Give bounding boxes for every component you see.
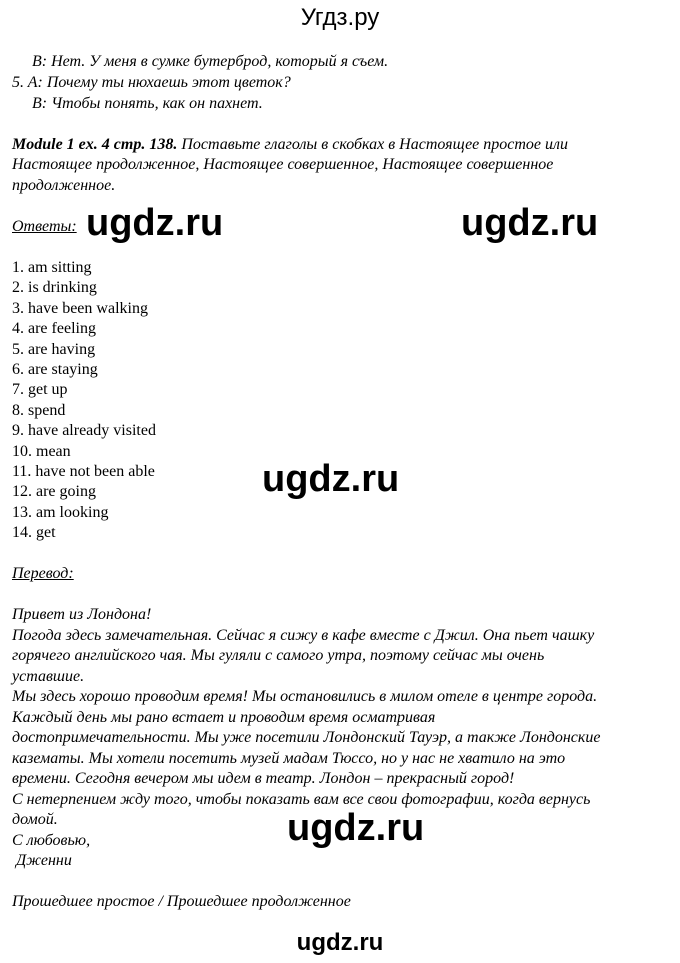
translation-line: казематы. Мы хотели посетить музей мадам Тюссо, но у нас не хватило на это (12, 750, 566, 767)
translation-line: времени. Сегодня вечером мы идем в театр. Лондон – прекрасный город! (12, 770, 515, 787)
answer-item: 13. am looking (12, 503, 109, 521)
answer-item: 8. spend (12, 401, 66, 419)
translation-line: Погода здесь замечательная. Сейчас я сижу в кафе вместе с Джил. Она пьет чашку (12, 627, 595, 644)
watermark: ugdz.ru (86, 202, 224, 244)
translation-line: Дженни (12, 852, 72, 869)
answer-item: 9. have already visited (12, 422, 156, 440)
answer-item: 12. are going (12, 483, 96, 501)
answer-item: 1. am sitting (12, 259, 92, 276)
answers-label: Ответы: (12, 218, 77, 235)
answer-item: 7. get up (12, 381, 68, 399)
answer-item: 11. have not been able (12, 463, 155, 480)
answer-item: 10. mean (12, 442, 71, 460)
answer-item: 14. get (12, 524, 56, 542)
answer-item: 4. are feeling (12, 320, 96, 338)
translation-label: Перевод: (12, 565, 74, 582)
dialogue-line: B: Нет. У меня в сумке бутерброд, который я съем. (32, 53, 389, 70)
translation-line: Привет из Лондона! (12, 606, 152, 623)
watermark: ugdz.ru (287, 807, 425, 849)
watermark: ugdz.ru (461, 202, 599, 244)
translation-line: Каждый день мы рано встает и проводим время осматривая (12, 709, 436, 726)
next-section-title: Прошедшее простое / Прошедшее продолженное (12, 893, 351, 910)
translation-line: горячего английского чая. Мы гуляли с самого утра, поэтому сейчас мы очень (12, 647, 545, 664)
dialogue-line: 5. A: Почему ты нюхаешь этот цветок? (12, 74, 291, 91)
task-line-2: Настоящее продолженное, Настоящее совершенное, Настоящее совершенное (12, 156, 554, 173)
answer-item: 2. is drinking (12, 279, 97, 297)
dialogue-line: B: Чтобы понять, как он пахнет. (32, 95, 263, 112)
translation-line: С любовью, (12, 832, 91, 849)
task-text: Поставьте глаголы в скобках в Настоящее простое или (181, 136, 569, 153)
answer-item: 3. have been walking (12, 299, 148, 317)
translation-line: домой. (12, 811, 58, 828)
translation-line: С нетерпением жду того, чтобы показать вам все свои фотографии, когда вернусь (12, 791, 591, 808)
translation-line: уставшие. (12, 668, 85, 685)
task-line-3: продолженное. (12, 177, 116, 194)
watermark: ugdz.ru (262, 458, 400, 500)
site-title: Угдз.ру (300, 4, 380, 31)
translation-line: достопримечательности. Мы уже посетили Лондонский Тауэр, а также Лондонские (12, 729, 601, 746)
footer-site: ugdz.ru (296, 929, 384, 956)
task-line-1 (12, 135, 568, 155)
answer-item: 5. are having (12, 340, 96, 358)
answer-item: 6. are staying (12, 361, 98, 378)
translation-line: Мы здесь хорошо проводим время! Мы остановились в милом отеле в центре города. (12, 688, 598, 705)
task-reference: Module 1 ex. 4 стр. 138. (12, 136, 178, 153)
